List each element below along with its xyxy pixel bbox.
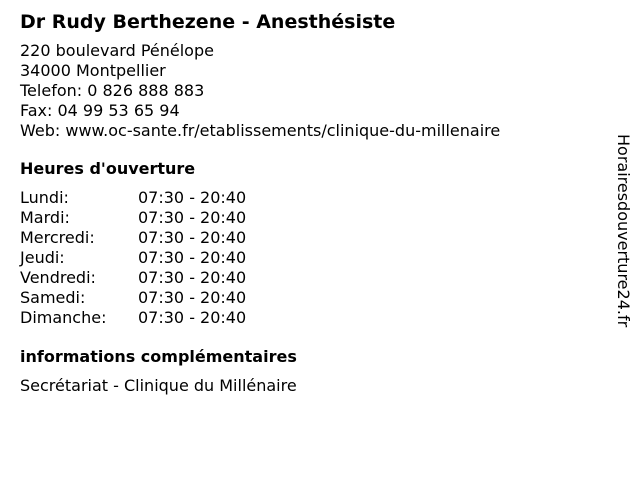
hours-time: 07:30 - 20:40: [138, 308, 247, 327]
hours-time: 07:30 - 20:40: [138, 248, 247, 267]
hours-row: [20, 208, 600, 228]
hours-time: 07:30 - 20:40: [138, 268, 247, 287]
hours-row: [20, 188, 600, 208]
website: Web: www.oc-sante.fr/etablissements/clinique-du-millenaire: [20, 121, 501, 140]
phone-number: Telefon: 0 826 888 883: [20, 81, 205, 100]
hours-day: Lundi:: [20, 188, 69, 207]
hours-time: 07:30 - 20:40: [138, 228, 247, 247]
hours-row: [20, 228, 600, 248]
hours-row: [20, 308, 600, 328]
hours-day: Jeudi:: [20, 248, 65, 267]
hours-day: Vendredi:: [20, 268, 96, 287]
address-street: 220 boulevard Pénélope: [20, 41, 214, 60]
fax-number: Fax: 04 99 53 65 94: [20, 101, 180, 120]
address-city: 34000 Montpellier: [20, 61, 166, 80]
business-listing: [20, 10, 600, 396]
hours-time: 07:30 - 20:40: [138, 188, 247, 207]
hours-day: Mardi:: [20, 208, 70, 227]
site-brand-vertical: Horairesdouverture24.fr: [614, 134, 633, 328]
hours-row: [20, 288, 600, 308]
additional-info-text: Secrétariat - Clinique du Millénaire: [20, 376, 297, 395]
hours-day: Mercredi:: [20, 228, 95, 247]
hours-row: [20, 248, 600, 268]
additional-info-heading: informations complémentaires: [20, 347, 297, 366]
hours-row: [20, 268, 600, 288]
hours-day: Samedi:: [20, 288, 86, 307]
opening-hours-table: [20, 188, 600, 328]
opening-hours-heading: Heures d'ouverture: [20, 159, 196, 178]
hours-time: 07:30 - 20:40: [138, 288, 247, 307]
address-block: [20, 41, 600, 141]
hours-time: 07:30 - 20:40: [138, 208, 247, 227]
page-title: Dr Rudy Berthezene - Anesthésiste: [20, 11, 396, 33]
hours-day: Dimanche:: [20, 308, 107, 327]
